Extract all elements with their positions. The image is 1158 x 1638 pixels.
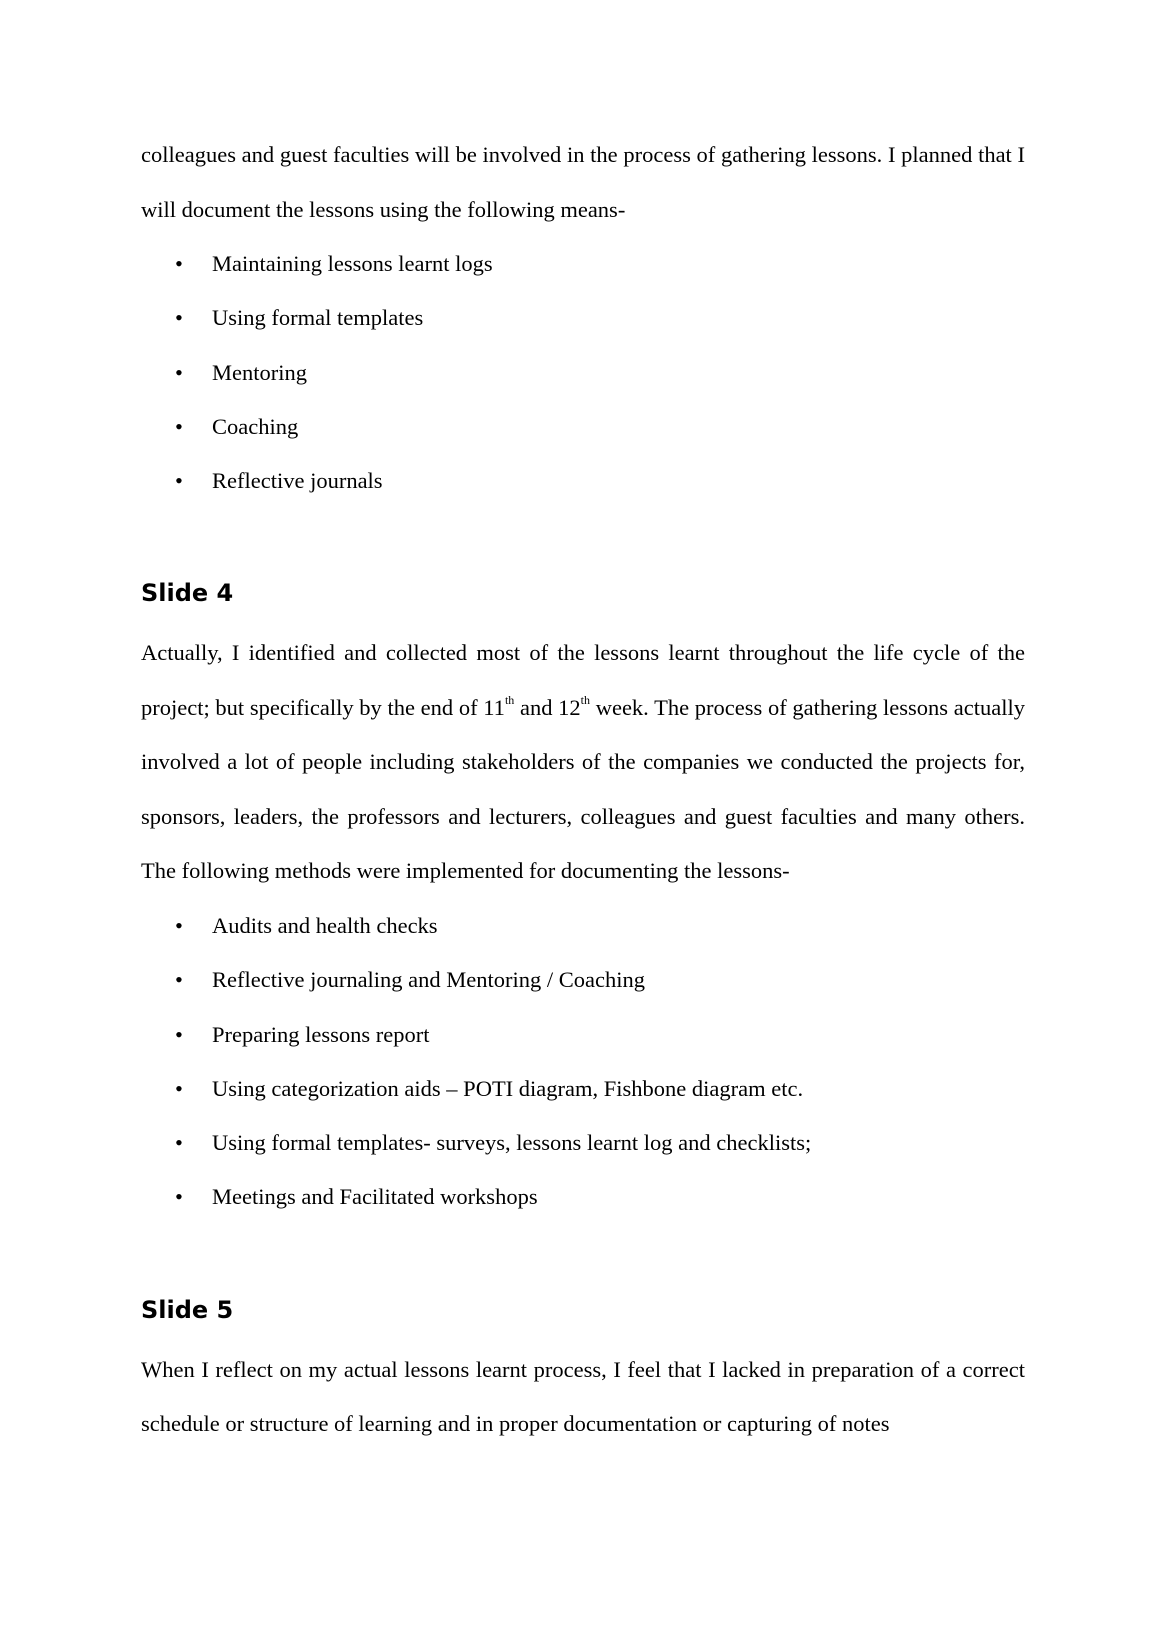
list-item: • Using formal templates xyxy=(141,291,1025,345)
list-item: • Audits and health checks xyxy=(141,899,1025,953)
bullet-icon: • xyxy=(175,1130,183,1156)
page-content xyxy=(141,128,1025,1452)
list-item: • Reflective journals xyxy=(141,454,1025,508)
list-item: • Reflective journaling and Mentoring / Coaching xyxy=(141,953,1025,1007)
list-item: • Preparing lessons report xyxy=(141,1008,1025,1062)
slide-4-heading: Slide 4 xyxy=(141,579,234,608)
bullet-icon: • xyxy=(175,251,183,276)
means-list xyxy=(141,237,1025,508)
bullet-icon: • xyxy=(175,912,183,938)
slide-5-heading: Slide 5 xyxy=(141,1295,234,1324)
bullet-icon: • xyxy=(175,967,183,993)
bullet-icon: • xyxy=(175,305,183,331)
list-item: • Meetings and Facilitated workshops xyxy=(141,1170,1025,1224)
slide-5-paragraph: When I reflect on my actual lessons learnt process, I feel that I lacked in preparation of a correct schedule or structure of learning and in proper documentation or capturing of notes xyxy=(141,1356,1025,1437)
slide-4-paragraph: Actually, I identified and collected most of the lessons learnt throughout the life cycle of the project; but specifically by the end of 11th and 12th week. The process of gathering lessons actually involved a lot of people including stakeholders of the companies we conducted the projects for, sponsors, leaders, the professors and lecturers, colleagues and guest faculties and many others. The following methods were implemented for documenting the lessons- xyxy=(141,640,1025,884)
bullet-icon: • xyxy=(175,413,183,439)
intro-paragraph: colleagues and guest faculties will be involved in the process of gathering lessons. I planned that I will document the lessons using the following means- xyxy=(141,142,1025,222)
list-item: • Mentoring xyxy=(141,346,1025,400)
list-item: • Using categorization aids – POTI diagram, Fishbone diagram etc. xyxy=(141,1062,1025,1116)
bullet-icon: • xyxy=(175,1075,183,1101)
bullet-icon: • xyxy=(175,1184,183,1210)
list-item: • Maintaining lessons learnt logs xyxy=(141,237,1025,291)
methods-list xyxy=(141,899,1025,1225)
bullet-icon: • xyxy=(175,1021,183,1047)
list-item: • Using formal templates- surveys, lessons learnt log and checklists; xyxy=(141,1116,1025,1170)
bullet-icon: • xyxy=(175,359,183,385)
bullet-icon: • xyxy=(175,468,183,494)
list-item: • Coaching xyxy=(141,400,1025,454)
